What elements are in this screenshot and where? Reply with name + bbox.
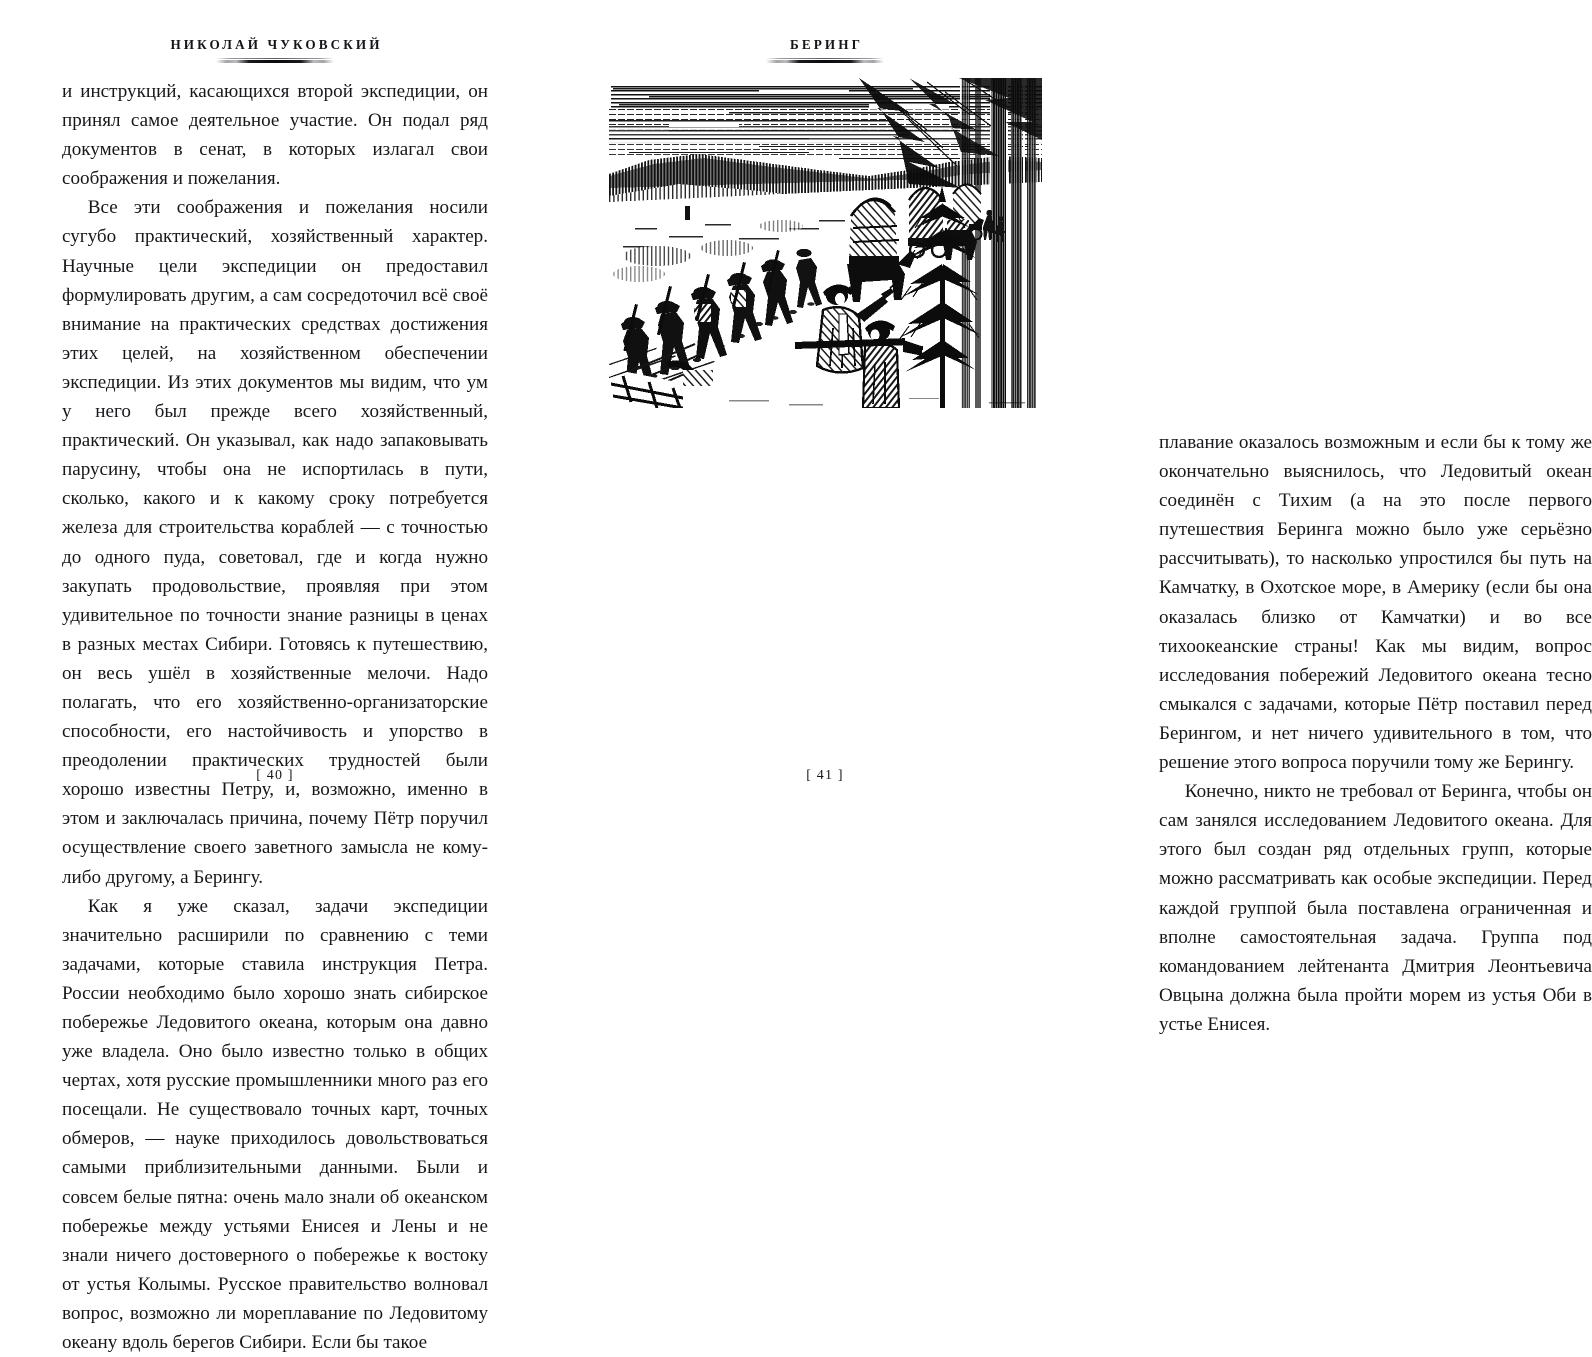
left-page-body [62,77,488,1357]
right-running-head-title: БЕРИНГ [790,37,864,52]
paragraph: Все эти соображения и пожелания носили сугубо практический, хозяйственный характер. Научные цели экспедиции он предоставил формулировать другим, а сам сосредоточил всё своё внимание на практических средствах достижения этих целей, на хозяйственном обеспечении экспедиции. Из этих документов мы видим, что ум у него был прежде всего хозяйственный, практический. Он указывал, как надо запаковывать парусину, чтобы она не испортилась в пути, сколько, какого и к какому сроку потребуется железа для строительства кораблей — с точностью до одного пуда, советовал, где и когда нужно закупать продовольствие, проявляя при этом удивительное по точности знание разницы в ценах в разных местах Сибири. Готовясь к путешествию, он весь ушёл в хозяйственные мелочи. Надо полагать, что его хозяйственно-организаторские способности, его настойчивость и упорство в преодолении практических трудностей были хорошо известны Петру, и, возможно, именно в этом и заключалась причина, почему Пётр поручил осуществление своего заветного замысла не кому-либо другому, а Берингу. [62,197,488,888]
header-ornament-rule [216,60,334,63]
paragraph: плавание оказалось возможным и если бы к тому же окончательно выяснилось, что Ледовитый океан соединён с Тихим (а на это после первого путешествия Беринга можно было уже серьёзно рассчитывать), то насколько упростился бы путь на Камчатку, в Охотское море, в Америку (если бы она оказалась близко от Камчатки) и во все тихоокеанские страны! Как мы видим, вопрос исследования побережий Ледовитого океана тесно смыкался с задачами, которые Пётр поставил перед Берингом, и нет ничего удивительного в том, что решение этого вопроса поручили тому же Берингу. [1159,432,1592,774]
right-page-folio: [ 41 ] [806,768,844,783]
left-running-head [0,38,550,63]
right-running-head [550,38,1100,63]
header-ornament-rule [766,60,884,63]
paragraph: и инструкций, касающихся второй экспедиции, он принял самое деятельное участие. Он подал ряд документов в сенат, в которых излагал свои соображения и пожелания. [62,81,488,190]
left-page [0,0,550,1354]
left-running-head-title: НИКОЛАЙ ЧУКОВСКИЙ [170,37,383,52]
expedition-caravan-engraving [609,78,1042,408]
right-page-body [1159,428,1592,1039]
left-page-folio: [ 40 ] [256,768,294,783]
paragraph: Конечно, никто не требовал от Беринга, чтобы он сам занялся исследованием Ледовитого океана. Для этого был создан ряд отдельных групп, которые можно рассматривать как особые экспедиции. Перед каждой группой была поставлена ограниченная и вполне самостоятельная задача. Группа под командованием лейтенанта Дмитрия Леонтьевича Овцына должна была пройти морем из устья Оби в устье Енисея. [1159,781,1592,1035]
paragraph: Как я уже сказал, задачи экспедиции значительно расширили по сравнению с теми задачами, которые ставила инструкция Петра. России необходимо было хорошо знать сибирское побережье Ледовитого океана, которым она давно уже владела. Оно было известно только в общих чертах, хотя русские промышленники много раз его посещали. Не существовало точных карт, точных обмеров, — науке приходилось довольствоваться самыми приблизительными данными. Были и совсем белые пятна: очень мало знали об океанском побережье между устьями Енисея и Лены и не знали ничего достоверного о побережье к востоку от устья Колымы. Русское правительство волновал вопрос, возможно ли мореплавание по Ледовитому океану вдоль берегов Сибири. Если бы такое [62,895,488,1354]
